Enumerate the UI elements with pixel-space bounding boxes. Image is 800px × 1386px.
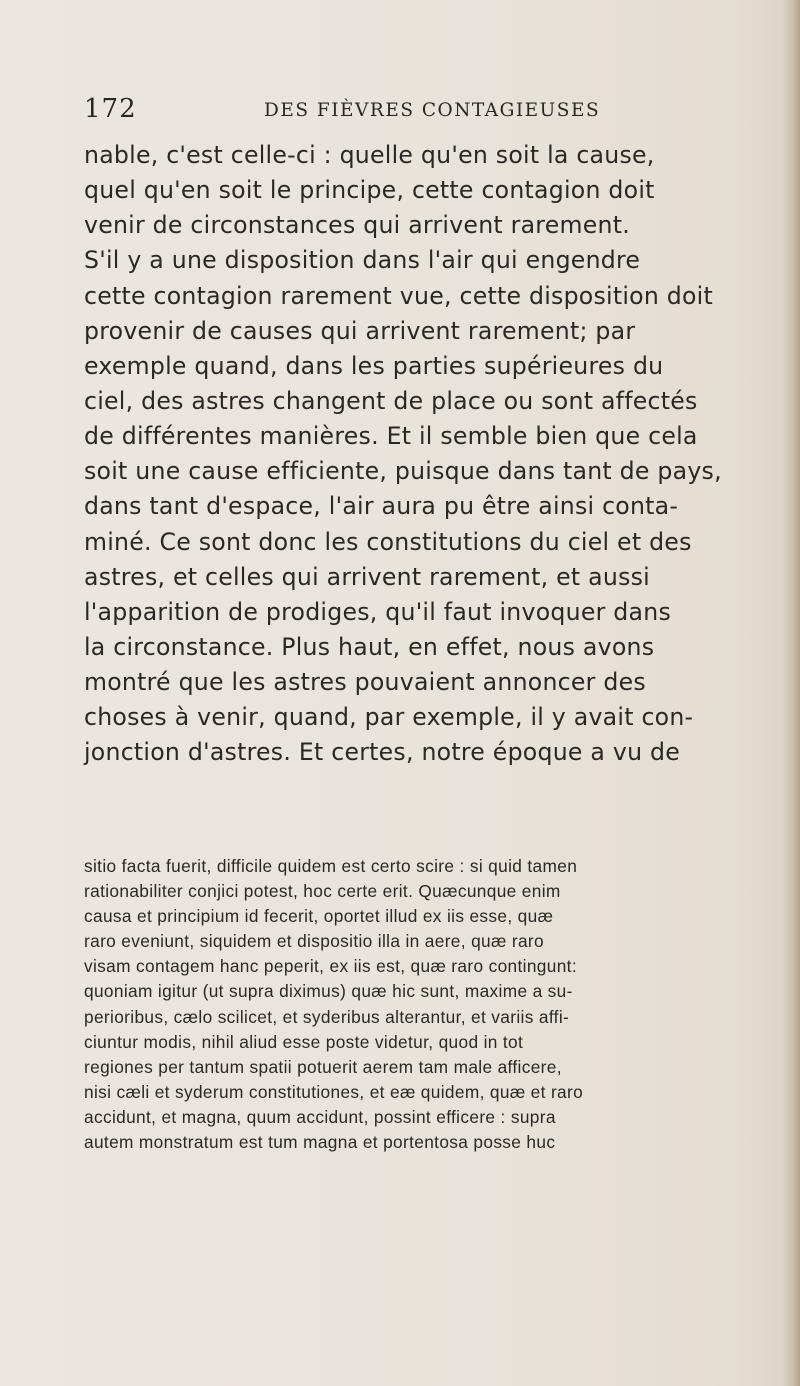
text-line: miné. Ce sont donc les constitutions du ciel et des	[84, 527, 692, 556]
footnote-line: accidunt, et magna, quum accidunt, possint efficere : supra	[84, 1106, 556, 1127]
text-line: cette contagion rarement vue, cette disposition doit	[84, 281, 713, 310]
text-line: de différentes manières. Et il semble bien que cela	[84, 422, 698, 451]
footnote-line: perioribus, cælo scilicet, et syderibus alterantur, et variis affi-	[84, 1006, 570, 1027]
text-line: S'il y a une disposition dans l'air qui engendre	[84, 246, 641, 275]
page-number: 172	[84, 94, 137, 124]
text-line: dans tant d'espace, l'air aura pu être ainsi conta-	[84, 492, 679, 521]
text-line: ciel, des astres changent de place ou sont affectés	[84, 386, 698, 415]
footnote-line: regiones per tantum spatii potuerit aerem tam male afficere,	[84, 1056, 562, 1077]
text-line: provenir de causes qui arrivent rarement; par	[84, 316, 636, 345]
text-line: montré que les astres pouvaient annoncer des	[84, 668, 646, 697]
text-line: quel qu'en soit le principe, cette contagion doit	[84, 176, 655, 205]
footnote-line: visam contagem hanc peperit, ex iis est, quæ raro contingunt:	[84, 956, 577, 977]
latin-footnote	[84, 854, 764, 1155]
footnote-line: nisi cæli et syderum constitutiones, et eæ quidem, quæ et raro	[84, 1081, 584, 1102]
text-line: soit une cause efficiente, puisque dans tant de pays,	[84, 457, 722, 486]
footnote-line: quoniam igitur (ut supra diximus) quæ hic sunt, maxime a su-	[84, 981, 573, 1002]
text-line: l'apparition de prodiges, qu'il faut invoquer dans	[84, 597, 671, 626]
footnote-line: sitio facta fuerit, difficile quidem est certo scire : si quid tamen	[84, 856, 578, 876]
footnote-line: causa et principium id fecerit, oportet illud ex iis esse, quæ	[84, 906, 554, 927]
text-line: venir de circonstances qui arrivent rarement.	[84, 211, 630, 240]
text-line: exemple quand, dans les parties supérieures du	[84, 351, 664, 380]
footnote-line: rationabiliter conjici potest, hoc certe erit. Quæcunque enim	[84, 881, 561, 902]
footnote-line: autem monstratum est tum magna et portentosa posse huc	[84, 1132, 556, 1153]
text-line: jonction d'astres. Et certes, notre époque a vu de	[84, 738, 681, 767]
running-title: DES FIÈVRES CONTAGIEUSES	[264, 100, 601, 121]
page-header	[84, 92, 724, 126]
page-edge-shadow	[782, 0, 800, 1386]
footnote-line: ciuntur modis, nihil aliud esse poste videtur, quod in tot	[84, 1031, 524, 1052]
text-line: choses à venir, quand, par exemple, il y avait con-	[84, 703, 694, 732]
text-line: astres, et celles qui arrivent rarement, et aussi	[84, 562, 650, 591]
text-line: la circonstance. Plus haut, en effet, nous avons	[84, 632, 655, 661]
text-line: nable, c'est celle-ci : quelle qu'en soit la cause,	[84, 141, 655, 169]
footnote-line: raro eveniunt, siquidem et dispositio illa in aere, quæ raro	[84, 931, 544, 952]
french-paragraph	[84, 138, 764, 771]
